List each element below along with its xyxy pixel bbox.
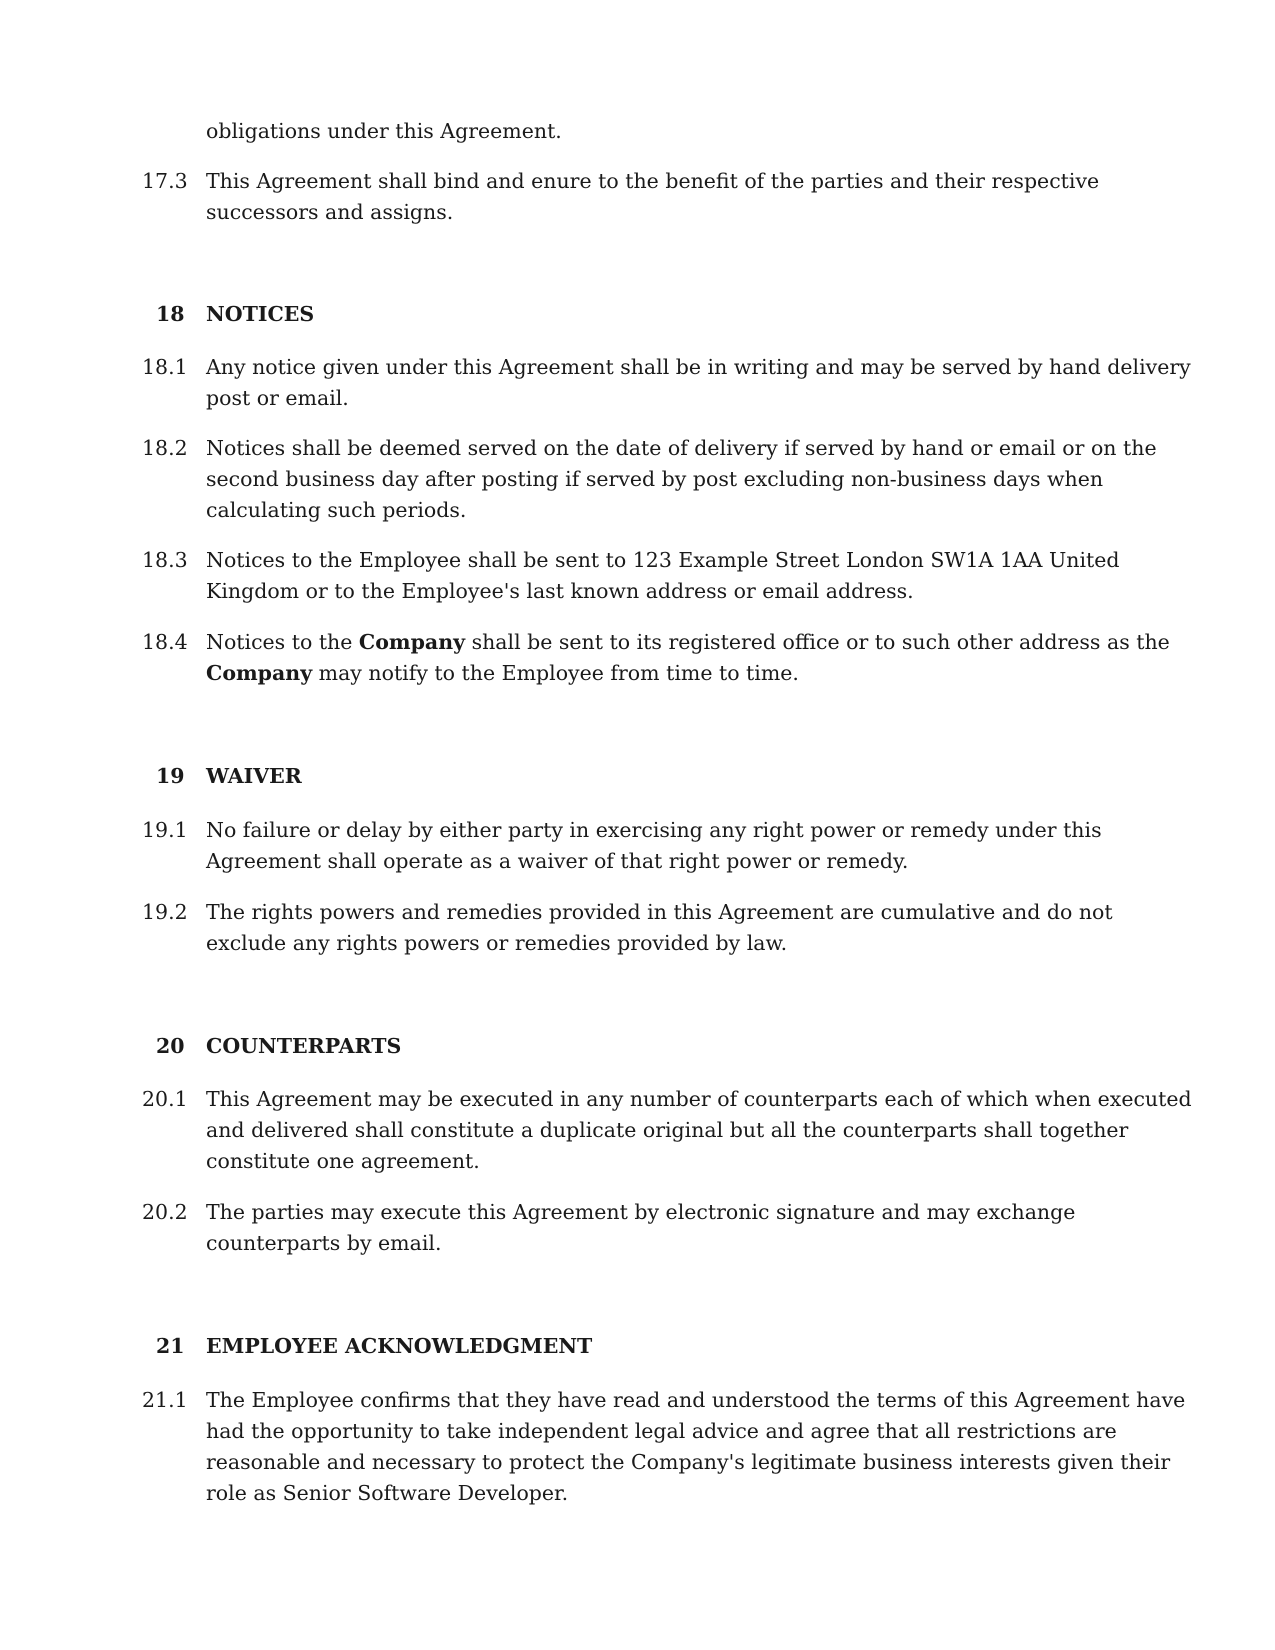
clause-number: 18.2 bbox=[142, 436, 188, 460]
clause-number: 20.2 bbox=[142, 1200, 188, 1224]
clause-number: 18.1 bbox=[142, 355, 188, 379]
section-heading: NOTICES bbox=[206, 302, 315, 326]
clause-number: 18.4 bbox=[142, 630, 188, 654]
clause-text-line: calculating such periods. bbox=[206, 498, 467, 522]
clause-text-line: This Agreement may be executed in any number of counterparts each of which when executed bbox=[206, 1087, 1192, 1111]
clause-text-segment: shall be sent to its registered office or to such other address as the bbox=[465, 630, 1170, 654]
clause-number: 17.3 bbox=[142, 169, 188, 193]
section-number: 19 bbox=[156, 764, 185, 788]
section-heading: COUNTERPARTS bbox=[206, 1034, 402, 1058]
clause-text-line: and delivered shall constitute a duplicate original but all the counterparts shall together bbox=[206, 1118, 1129, 1142]
clause-text-line: counterparts by email. bbox=[206, 1231, 442, 1255]
section-number: 21 bbox=[156, 1334, 185, 1358]
clause-text-line: successors and assigns. bbox=[206, 200, 454, 224]
clause-text-line: Notices to the Employee shall be sent to 123 Example Street London SW1A 1AA United bbox=[206, 548, 1120, 572]
clause-text-line: exclude any rights powers or remedies provided by law. bbox=[206, 931, 788, 955]
clause-text-line: constitute one agreement. bbox=[206, 1149, 480, 1173]
company-term: Company bbox=[206, 661, 313, 685]
company-term: Company bbox=[358, 630, 466, 654]
clause-text-line: The rights powers and remedies provided in this Agreement are cumulative and do not bbox=[206, 900, 1113, 924]
clause-text-line: role as Senior Software Developer. bbox=[206, 1481, 569, 1505]
section-number: 18 bbox=[156, 302, 185, 326]
clause-text-segment: may notify to the Employee from time to time. bbox=[312, 661, 799, 685]
clause-text-line: Any notice given under this Agreement shall be in writing and may be served by hand delivery bbox=[206, 355, 1191, 379]
section-number: 20 bbox=[156, 1034, 185, 1058]
clause-number: 21.1 bbox=[142, 1388, 188, 1412]
clause-text-line: reasonable and necessary to protect the Company's legitimate business interests given their bbox=[206, 1450, 1171, 1474]
clause-text-line: Agreement shall operate as a waiver of that right power or remedy. bbox=[206, 849, 909, 873]
clause-text-line bbox=[206, 632, 1170, 653]
clause-text-segment: Notices to the bbox=[206, 630, 359, 654]
clause-text-line: The parties may execute this Agreement by electronic signature and may exchange bbox=[206, 1200, 1076, 1224]
clause-text-line: No failure or delay by either party in exercising any right power or remedy under this bbox=[206, 818, 1102, 842]
clause-number: 18.3 bbox=[142, 548, 188, 572]
continuation-line: obligations under this Agreement. bbox=[206, 119, 562, 143]
clause-text-line: This Agreement shall bind and enure to the benefit of the parties and their respective bbox=[206, 169, 1100, 193]
section-heading: EMPLOYEE ACKNOWLEDGMENT bbox=[206, 1334, 593, 1358]
clause-text-line bbox=[206, 663, 799, 684]
clause-number: 19.1 bbox=[142, 818, 188, 842]
clause-text-line: had the opportunity to take independent legal advice and agree that all restrictions are bbox=[206, 1419, 1117, 1443]
clause-text-line: Kingdom or to the Employee's last known address or email address. bbox=[206, 579, 914, 603]
clause-number: 20.1 bbox=[142, 1087, 188, 1111]
clause-number: 19.2 bbox=[142, 900, 188, 924]
clause-text-line: Notices shall be deemed served on the date of delivery if served by hand or email or on the bbox=[206, 436, 1157, 460]
section-heading: WAIVER bbox=[206, 764, 302, 788]
clause-text-line: The Employee confirms that they have read and understood the terms of this Agreement have bbox=[206, 1388, 1186, 1412]
clause-text-line: second business day after posting if served by post excluding non-business days when bbox=[206, 467, 1104, 491]
clause-text-line: post or email. bbox=[206, 386, 349, 410]
